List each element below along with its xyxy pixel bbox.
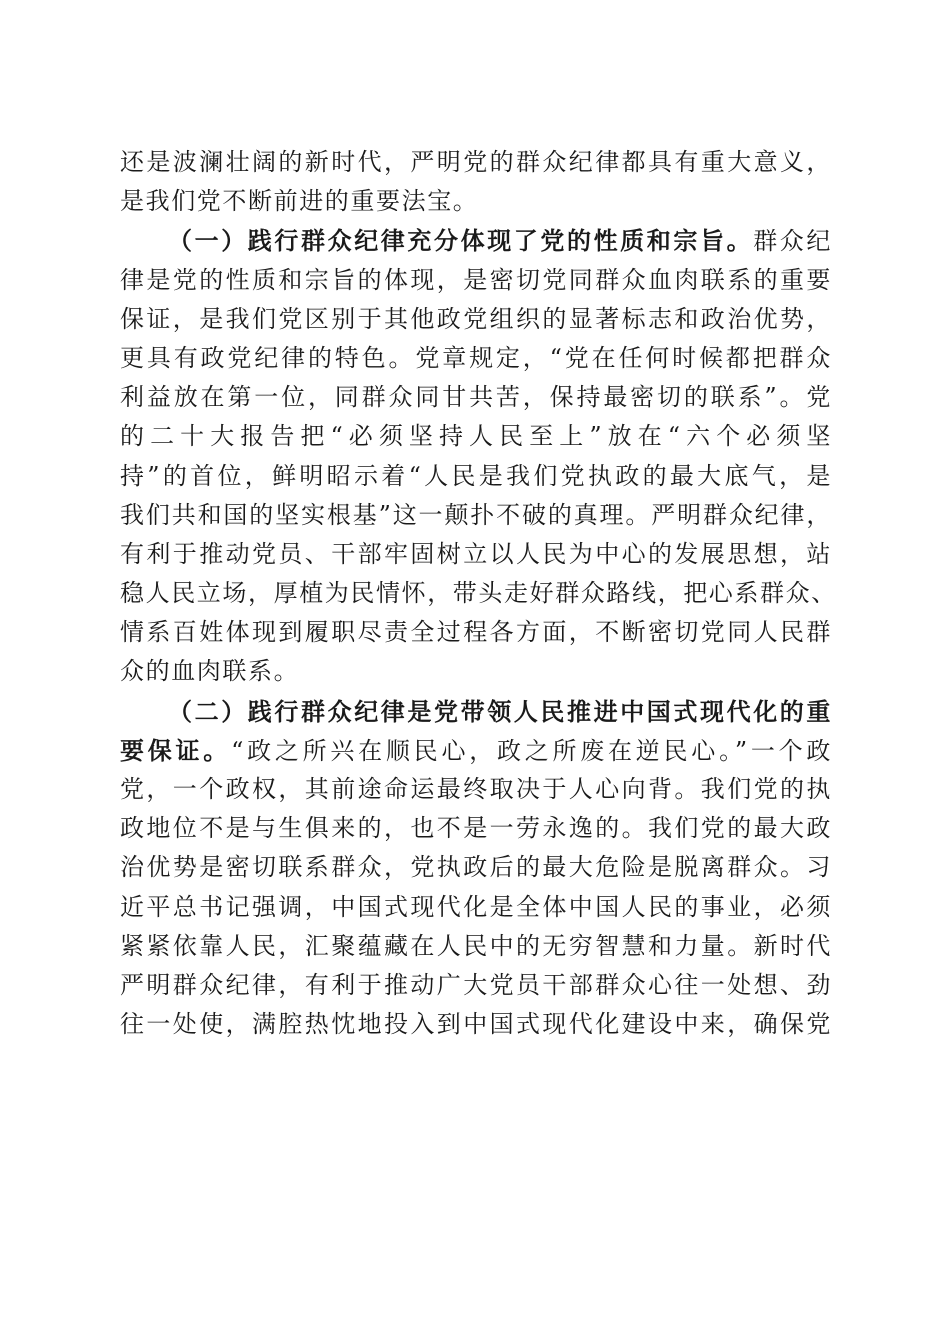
section1-line: 保证，是我们党区别于其他政党组织的显著标志和政治优势， [120,304,832,333]
section2-second-line-rest: “政之所兴在顺民心，政之所废在逆民心。”一个政 [231,736,832,765]
section1-line: 我们共和国的坚实根基”这一颠扑不破的真理。严明群众纪律， [120,500,832,529]
section1-line: 律是党的性质和宗旨的体现，是密切党同群众血肉联系的重要 [120,265,832,294]
intro-line: 还是波澜壮阔的新时代，严明党的群众纪律都具有重大意义， [120,148,832,176]
section1-line: 持”的首位，鲜明昭示着“人民是我们党执政的最大底气，是 [120,461,832,490]
section2-line: 严明群众纪律，有利于推动广大党员干部群众心往一处想、劲 [120,970,832,999]
section1-heading: （一）践行群众纪律充分体现了党的性质和宗旨。 [168,226,754,256]
section2-line: 近平总书记强调，中国式现代化是全体中国人民的事业，必须 [120,892,832,921]
section1-line: 众的血肉联系。 [120,657,300,686]
section2-line: 政地位不是与生俱来的，也不是一劳永逸的。我们党的最大政 [120,814,832,843]
section1-line: 更具有政党纪律的特色。党章规定，“党在任何时候都把群众 [120,343,832,372]
section1-line: 的二十大报告把“必须坚持人民至上”放在“六个必须坚 [120,422,832,451]
section1-line: 情系百姓体现到履职尽责全过程各方面，不断密切党同人民群 [120,618,832,647]
section2-line: 紧紧依靠人民，汇聚蕴藏在人民中的无穷智慧和力量。新时代 [120,931,832,960]
section1-first-line-rest: 群众纪 [753,227,832,256]
section1-line: 稳人民立场，厚植为民情怀，带头走好群众路线，把心系群众、 [120,579,837,608]
section1-first-line [120,221,832,260]
section1-line: 利益放在第一位，同群众同甘共苦，保持最密切的联系”。党 [120,383,832,412]
section2-line: 往一处使，满腔热忱地投入到中国式现代化建设中来，确保党 [120,1010,832,1039]
section2-second-line [120,731,832,770]
section2-heading-line1: （二）践行群众纪律是党带领人民推进中国式现代化的重 [168,696,832,726]
body-text [120,143,837,1044]
section2-heading-line2: 要保证。 [120,735,232,765]
intro-line: 是我们党不断前进的重要法宝。 [120,187,479,216]
section2-line: 党，一个政权，其前途命运最终取决于人心向背。我们党的执 [120,775,832,803]
section2-line: 治优势是密切联系群众，党执政后的最大危险是脱离群众。习 [120,853,832,882]
section1-line: 有利于推动党员、干部牢固树立以人民为中心的发展思想，站 [120,539,832,568]
